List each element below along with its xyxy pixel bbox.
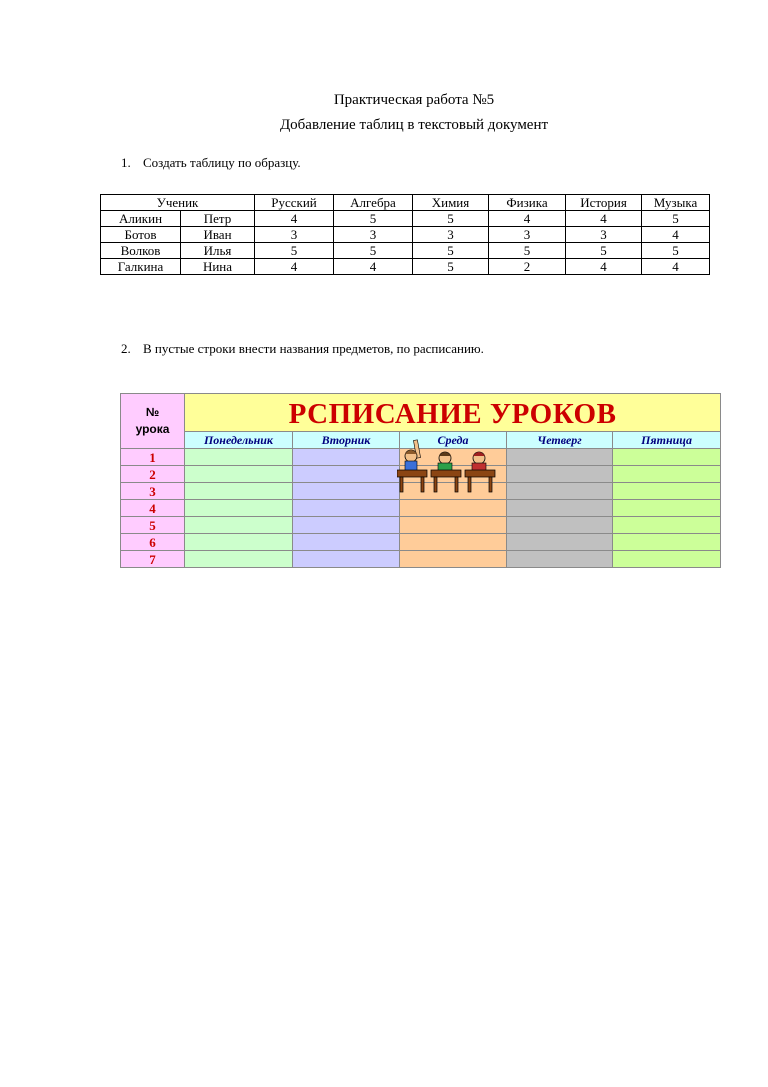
lesson-row [121, 500, 721, 517]
task-2 [121, 341, 484, 357]
table-cell: Иван [181, 227, 255, 243]
wednesday-cell[interactable] [400, 517, 507, 534]
tuesday-cell[interactable] [293, 483, 400, 500]
day-header-monday: Понедельник [185, 432, 293, 449]
wednesday-cell[interactable] [400, 551, 507, 568]
wednesday-cell[interactable] [400, 534, 507, 551]
table-cell: 4 [489, 211, 566, 227]
lesson-number: 5 [121, 517, 185, 534]
table-cell: Илья [181, 243, 255, 259]
table-cell: 3 [489, 227, 566, 243]
table-cell: Аликин [101, 211, 181, 227]
table-cell: 4 [642, 259, 710, 275]
tuesday-cell[interactable] [293, 534, 400, 551]
table-cell: 5 [642, 243, 710, 259]
lesson-number: 7 [121, 551, 185, 568]
grades-header-row [101, 195, 710, 211]
schedule-table [120, 393, 721, 568]
lesson-row [121, 551, 721, 568]
task-1-text: Создать таблицу по образцу. [143, 155, 301, 170]
task-1 [121, 155, 301, 171]
table-cell: 4 [334, 259, 413, 275]
number-sign: № [145, 405, 160, 419]
day-header-tuesday: Вторник [293, 432, 400, 449]
monday-cell[interactable] [185, 551, 293, 568]
pupils-at-desks-illustration [397, 436, 507, 494]
lesson-number: 3 [121, 483, 185, 500]
thursday-cell[interactable] [507, 517, 613, 534]
lesson-number: 2 [121, 466, 185, 483]
schedule-banner [185, 394, 721, 432]
table-cell: 5 [566, 243, 642, 259]
friday-cell[interactable] [613, 534, 721, 551]
table-cell: 3 [255, 227, 334, 243]
table-cell: Галкина [101, 259, 181, 275]
wednesday-cell[interactable] [400, 500, 507, 517]
table-cell: 2 [489, 259, 566, 275]
table-cell: Ботов [101, 227, 181, 243]
monday-cell[interactable] [185, 466, 293, 483]
monday-cell[interactable] [185, 483, 293, 500]
thursday-cell[interactable] [507, 483, 613, 500]
table-cell: 5 [413, 243, 489, 259]
header-cell: Физика [489, 195, 566, 211]
thursday-cell[interactable] [507, 551, 613, 568]
monday-cell[interactable] [185, 517, 293, 534]
table-cell: 4 [255, 259, 334, 275]
lesson-row [121, 517, 721, 534]
day-header-thursday: Четверг [507, 432, 613, 449]
monday-cell[interactable] [185, 449, 293, 466]
doc-title: Практическая работа №5 [333, 92, 495, 108]
tuesday-cell[interactable] [293, 500, 400, 517]
friday-cell[interactable] [613, 517, 721, 534]
thursday-cell[interactable] [507, 449, 613, 466]
table-row [101, 211, 710, 227]
header-cell: История [566, 195, 642, 211]
table-cell: 3 [413, 227, 489, 243]
table-cell: 4 [255, 211, 334, 227]
friday-cell[interactable] [613, 500, 721, 517]
schedule-block [120, 393, 720, 648]
table-cell: Петр [181, 211, 255, 227]
tuesday-cell[interactable] [293, 517, 400, 534]
tuesday-cell[interactable] [293, 551, 400, 568]
table-cell: 5 [413, 259, 489, 275]
task-2-text: В пустые строки внести названия предметов, по расписанию. [143, 341, 484, 356]
monday-cell[interactable] [185, 500, 293, 517]
thursday-cell[interactable] [507, 466, 613, 483]
table-cell: 5 [413, 211, 489, 227]
friday-cell[interactable] [613, 483, 721, 500]
header-cell: Алгебра [334, 195, 413, 211]
table-cell: 5 [642, 211, 710, 227]
table-row [101, 243, 710, 259]
header-cell: Ученик [101, 195, 255, 211]
table-cell: 5 [255, 243, 334, 259]
doc-subtitle: Добавление таблиц в текстовый документ [279, 117, 549, 133]
table-cell: 3 [334, 227, 413, 243]
task-2-number: 2. [121, 341, 131, 356]
tuesday-cell[interactable] [293, 449, 400, 466]
thursday-cell[interactable] [507, 500, 613, 517]
day-header-wednesday: Среда [400, 432, 507, 449]
table-cell: 5 [334, 211, 413, 227]
header-cell: Музыка [642, 195, 710, 211]
table-cell: 5 [334, 243, 413, 259]
friday-cell[interactable] [613, 466, 721, 483]
table-cell: Нина [181, 259, 255, 275]
lesson-number: 6 [121, 534, 185, 551]
header-cell: Русский [255, 195, 334, 211]
tuesday-cell[interactable] [293, 466, 400, 483]
task-1-number: 1. [121, 155, 131, 170]
grades-table [100, 194, 710, 275]
table-row [101, 227, 710, 243]
table-cell: Волков [101, 243, 181, 259]
table-cell: 4 [566, 211, 642, 227]
lesson-row [121, 534, 721, 551]
lesson-number: 1 [121, 449, 185, 466]
table-cell: 5 [489, 243, 566, 259]
lesson-number: 4 [121, 500, 185, 517]
thursday-cell[interactable] [507, 534, 613, 551]
table-cell: 4 [566, 259, 642, 275]
schedule-title: РСПИСАНИЕ УРОКОВ [288, 398, 617, 430]
table-cell: 4 [642, 227, 710, 243]
day-header-friday: Пятница [613, 432, 721, 449]
friday-cell[interactable] [613, 551, 721, 568]
table-row [101, 259, 710, 275]
header-cell: Химия [413, 195, 489, 211]
lesson-number-header [121, 394, 185, 449]
table-cell: 3 [566, 227, 642, 243]
lesson-label: урока [135, 422, 170, 436]
friday-cell[interactable] [613, 449, 721, 466]
monday-cell[interactable] [185, 534, 293, 551]
